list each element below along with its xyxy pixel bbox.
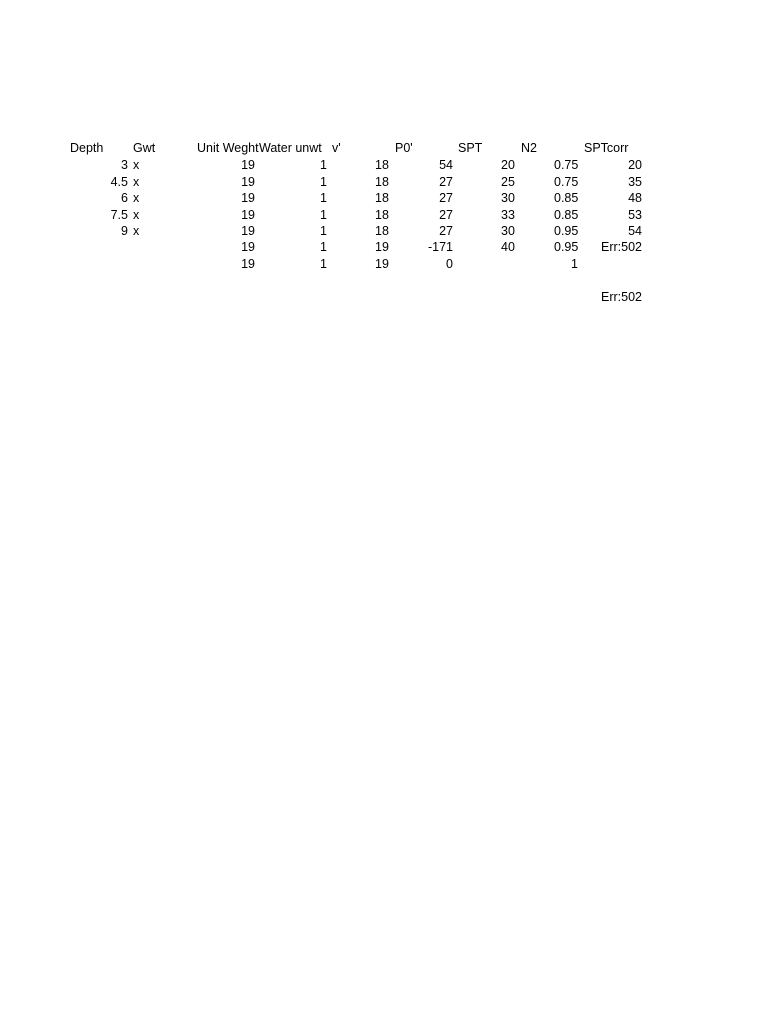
cell-water-unwt: 1 — [320, 224, 327, 238]
cell-factor: 0.85 — [554, 191, 579, 205]
cell-p0: 18 — [375, 191, 389, 205]
cell-water-unwt: 1 — [320, 240, 327, 254]
cell-depth: 9 — [121, 224, 128, 238]
cell-water-unwt: 1 — [320, 257, 327, 271]
cell-n2: 25 — [501, 175, 515, 189]
header-depth: Depth — [70, 141, 104, 155]
header-spt: SPT — [458, 141, 483, 155]
header-unit-weight: Unit Weght — [197, 141, 259, 155]
cell-water-unwt: 1 — [320, 191, 327, 205]
cell-spt-corr: Err:502 — [601, 240, 642, 254]
cell-spt-corr: 35 — [628, 175, 642, 189]
cell-p0: 18 — [375, 224, 389, 238]
cell-water-unwt: 1 — [320, 175, 327, 189]
cell-spt: 27 — [439, 224, 453, 238]
cell-factor: 0.75 — [554, 175, 579, 189]
cell-p0: 18 — [375, 208, 389, 222]
cell-factor: 0.95 — [554, 240, 579, 254]
cell-unit-weight: 19 — [241, 224, 255, 238]
cell-factor: 0.85 — [554, 208, 579, 222]
cell-factor: 1 — [571, 257, 578, 271]
cell-spt: 27 — [439, 191, 453, 205]
header-p0-prime: P0' — [395, 141, 413, 155]
cell-depth: 7.5 — [110, 208, 128, 222]
cell-spt: 0 — [446, 257, 453, 271]
cell-unit-weight: 19 — [241, 257, 255, 271]
header-water-unwt: Water unwt — [259, 141, 322, 155]
cell-gwt: x — [133, 224, 140, 238]
cell-n2: 20 — [501, 158, 515, 172]
cell-spt: 54 — [439, 158, 453, 172]
cell-p0: 19 — [375, 257, 389, 271]
cell-unit-weight: 19 — [241, 208, 255, 222]
cell-unit-weight: 19 — [241, 158, 255, 172]
cell-gwt: x — [133, 208, 140, 222]
cell-depth: 6 — [121, 191, 128, 205]
cell-unit-weight: 19 — [241, 191, 255, 205]
cell-gwt: x — [133, 175, 140, 189]
header-n2: N2 — [521, 141, 537, 155]
cell-spt: -171 — [427, 240, 453, 254]
cell-spt-corr: 48 — [628, 191, 642, 205]
cell-water-unwt: 1 — [320, 208, 327, 222]
cell-n2: 30 — [501, 224, 515, 238]
cell-spt-corr: 54 — [628, 224, 642, 238]
cell-spt: 27 — [439, 175, 453, 189]
cell-gwt: x — [133, 191, 140, 205]
cell-p0: 18 — [375, 158, 389, 172]
cell-n2: 30 — [501, 191, 515, 205]
cell-spt-corr: 53 — [628, 208, 642, 222]
header-gwt: Gwt — [133, 141, 156, 155]
cell-depth: 3 — [121, 158, 128, 172]
cell-unit-weight: 19 — [241, 175, 255, 189]
header-v-prime: v' — [332, 141, 341, 155]
cell-gwt: x — [133, 158, 140, 172]
cell-n2: 33 — [501, 208, 515, 222]
cell-water-unwt: 1 — [320, 158, 327, 172]
cell-factor: 0.95 — [554, 224, 579, 238]
footer-error-value: Err:502 — [601, 290, 642, 304]
cell-unit-weight: 19 — [241, 240, 255, 254]
cell-n2: 40 — [501, 240, 515, 254]
cell-factor: 0.75 — [554, 158, 579, 172]
cell-p0: 19 — [375, 240, 389, 254]
cell-depth: 4.5 — [110, 175, 128, 189]
header-spt-corr: SPTcorr — [584, 141, 629, 155]
cell-spt-corr: 20 — [628, 158, 642, 172]
cell-p0: 18 — [375, 175, 389, 189]
cell-spt: 27 — [439, 208, 453, 222]
